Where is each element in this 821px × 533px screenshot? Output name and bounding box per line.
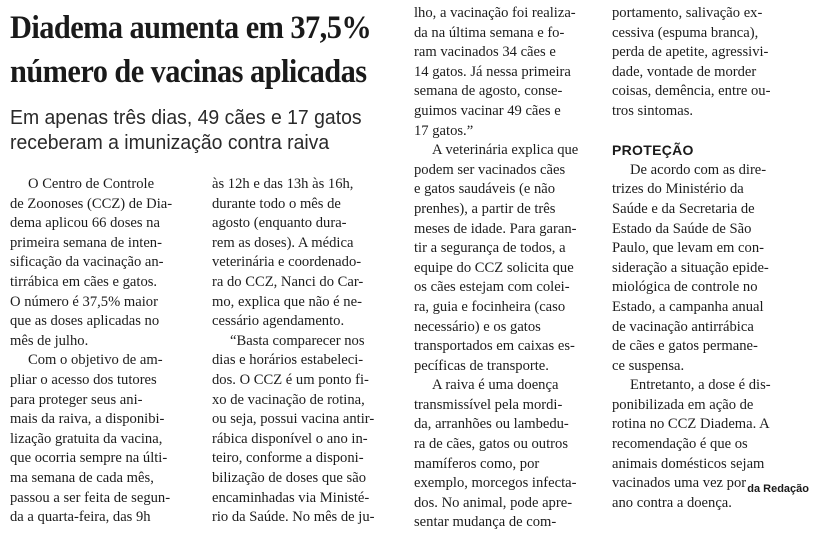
text-line: cessário agendamento. bbox=[212, 313, 345, 330]
text-line: que ocorria sempre na últi- bbox=[10, 450, 168, 467]
text-line: A veterinária explica que bbox=[432, 142, 579, 159]
text-line: semana de agosto, conse- bbox=[414, 83, 563, 100]
author-credit: da Redação bbox=[747, 483, 809, 495]
text-line: encaminhadas via Ministé- bbox=[212, 489, 370, 506]
text-line: da, arranhões ou lambedu- bbox=[414, 416, 569, 433]
text-line: ano contra a doença. bbox=[612, 494, 732, 511]
text-line: passou a ser feita de segun- bbox=[10, 489, 171, 506]
text-line: trizes do Ministério da bbox=[612, 181, 744, 198]
text-line: recomendação é que os bbox=[612, 436, 748, 453]
text-line: dema aplicou 66 doses na bbox=[10, 215, 160, 232]
text-line: prenhes), a partir de três bbox=[414, 200, 556, 217]
text-line: de cães e gatos permane- bbox=[612, 338, 758, 355]
text-line: os cães estejam com colei- bbox=[414, 279, 570, 296]
subhead-line: Em apenas três dias, 49 cães e 17 gatos bbox=[10, 107, 362, 129]
text-line: rem as doses). A médica bbox=[212, 234, 354, 251]
article-headline bbox=[10, 6, 372, 94]
headline-line: número de vacinas aplicadas bbox=[10, 54, 367, 90]
text-line: sentar mudança de com- bbox=[414, 514, 557, 531]
text-line: dade, vontade de morder bbox=[612, 63, 757, 80]
text-line: animais domésticos sejam bbox=[612, 455, 765, 472]
text-column-3 bbox=[414, 4, 604, 533]
text-line: De acordo com as dire- bbox=[630, 161, 767, 178]
text-line: de vacinação antirrábica bbox=[612, 318, 754, 335]
text-line: pecíficas de transporte. bbox=[414, 357, 549, 374]
text-line: transportados em caixas es- bbox=[414, 338, 575, 355]
text-line: ram vacinados 34 cães e bbox=[414, 44, 556, 61]
text-line: Estado, a campanha anual bbox=[612, 298, 764, 315]
text-line: mo, explica que não é ne- bbox=[212, 293, 362, 310]
text-line: tros sintomas. bbox=[612, 102, 694, 119]
text-line: tirrábica em cães e gatos. bbox=[10, 273, 158, 290]
text-line: lização gratuita da vacina, bbox=[10, 430, 163, 447]
article-subhead bbox=[10, 106, 393, 156]
text-line: Paulo, que levam em con- bbox=[612, 240, 764, 257]
text-line: transmissível pela mordi- bbox=[414, 396, 563, 413]
text-line: portamento, salivação ex- bbox=[612, 5, 763, 21]
text-column-1 bbox=[10, 175, 206, 528]
text-line: miológica de controle no bbox=[612, 279, 758, 296]
text-line: A raiva é uma doença bbox=[432, 377, 559, 394]
text-line: ra, guia e focinheira (caso bbox=[414, 298, 566, 315]
text-line: podem ser vacinados cães bbox=[414, 161, 566, 178]
text-line: durante todo o mês de bbox=[212, 195, 341, 212]
text-line: dos. O CCZ é um ponto fi- bbox=[212, 371, 369, 388]
text-line: e gatos saudáveis (e não bbox=[414, 181, 556, 198]
text-line: ponibilizada em ação de bbox=[612, 396, 754, 413]
text-line: 14 gatos. Já nessa primeira bbox=[414, 63, 571, 80]
text-line: Saúde e da Secretaria de bbox=[612, 200, 755, 217]
text-line: de Zoonoses (CCZ) de Dia- bbox=[10, 195, 173, 212]
text-line: Entretanto, a dose é dis- bbox=[630, 377, 771, 394]
text-line: 17 gatos.” bbox=[414, 122, 474, 139]
text-line: veterinária e coordenado- bbox=[212, 254, 362, 271]
text-line: necessário) e os gatos bbox=[414, 318, 541, 335]
text-line: “Basta comparecer nos bbox=[230, 332, 365, 349]
text-line: coisas, demência, entre ou- bbox=[612, 83, 771, 100]
text-line: guimos vacinar 49 cães e bbox=[414, 102, 561, 119]
text-line: rábica disponível o ano in- bbox=[212, 430, 368, 447]
text-line: lho, a vacinação foi realiza- bbox=[414, 5, 576, 21]
text-line: meses de idade. Para garan- bbox=[414, 220, 577, 237]
text-line: mamíferos como, por bbox=[414, 455, 540, 472]
text-line: perda de apetite, agressivi- bbox=[612, 44, 769, 61]
subhead-line: receberam a imunização contra raiva bbox=[10, 132, 330, 154]
text-line: rotina no CCZ Diadema. A bbox=[612, 416, 770, 433]
text-line: exemplo, morcegos infecta- bbox=[414, 475, 577, 492]
text-line: tir a segurança de todos, a bbox=[414, 240, 566, 257]
text-line: O Centro de Controle bbox=[28, 176, 155, 192]
text-line: mais da raiva, a disponibi- bbox=[10, 411, 165, 428]
text-line: primeira semana de inten- bbox=[10, 234, 162, 251]
text-line: ra de cães, gatos ou outros bbox=[414, 436, 568, 453]
text-line: dos. No animal, pode apre- bbox=[414, 494, 573, 511]
text-column-2 bbox=[212, 175, 404, 528]
text-line: pliar o acesso dos tutores bbox=[10, 371, 157, 388]
text-line: sideração a situação epide- bbox=[612, 259, 769, 276]
text-line: ma semana de cada mês, bbox=[10, 469, 154, 486]
headline-line: Diadema aumenta em 37,5% bbox=[10, 10, 372, 46]
text-line: bilização de doses que são bbox=[212, 469, 366, 486]
text-line: Com o objetivo de am- bbox=[28, 352, 163, 369]
text-line: equipe do CCZ solicita que bbox=[414, 259, 574, 276]
text-line: xo de vacinação de rotina, bbox=[212, 391, 365, 408]
text-line: cessiva (espuma branca), bbox=[612, 24, 759, 41]
text-line: agosto (enquanto dura- bbox=[212, 215, 347, 232]
text-line: dias e horários estabeleci- bbox=[212, 352, 364, 369]
text-line: ou seja, possui vacina antir- bbox=[212, 411, 375, 428]
text-line: ce suspensa. bbox=[612, 357, 685, 374]
text-line: às 12h e das 13h às 16h, bbox=[212, 176, 354, 192]
text-line: rio da Saúde. No mês de ju- bbox=[212, 509, 375, 526]
text-line: Estado da Saúde de São bbox=[612, 220, 752, 237]
section-heading: PROTEÇÃO bbox=[612, 142, 694, 159]
text-line: da a quarta-feira, das 9h bbox=[10, 509, 151, 526]
text-line: teiro, conforme a disponi- bbox=[212, 450, 364, 467]
text-line bbox=[612, 122, 812, 142]
text-line: que as doses aplicadas no bbox=[10, 313, 160, 330]
text-line: da na última semana e fo- bbox=[414, 24, 565, 41]
text-column-4 bbox=[612, 4, 812, 513]
text-line: O número é 37,5% maior bbox=[10, 293, 158, 310]
text-line: mês de julho. bbox=[10, 332, 89, 349]
text-line: vacinados uma vez por bbox=[612, 475, 747, 492]
text-line: ra do CCZ, Nanci do Car- bbox=[212, 273, 364, 290]
text-line: sificação da vacinação an- bbox=[10, 254, 164, 271]
text-line: para proteger seus ani- bbox=[10, 391, 143, 408]
